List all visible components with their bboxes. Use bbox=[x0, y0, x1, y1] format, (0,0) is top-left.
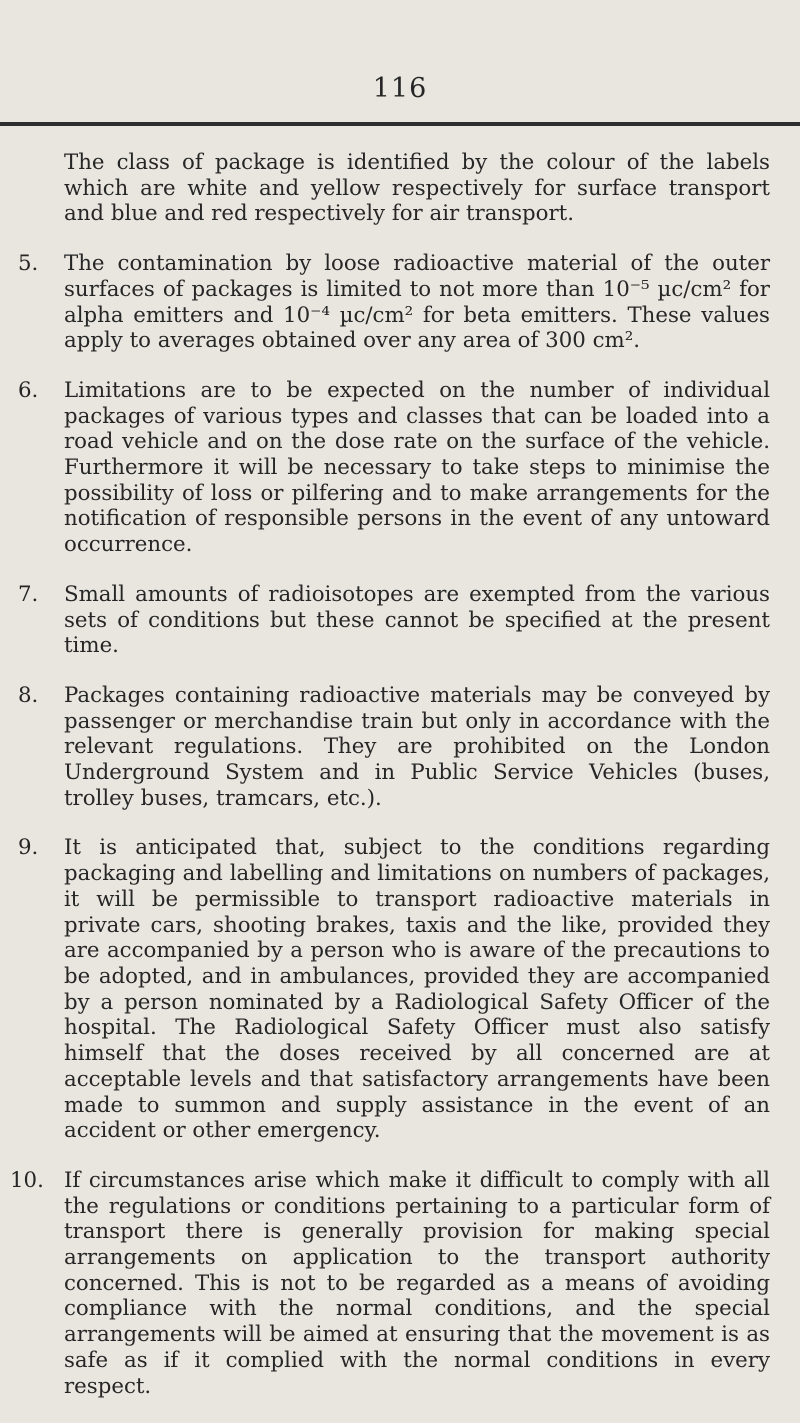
paragraph-10 bbox=[0, 1168, 800, 1399]
header-rule bbox=[0, 122, 800, 126]
paragraph-7 bbox=[0, 582, 800, 659]
paragraph-continuation bbox=[0, 150, 800, 227]
paragraph-8 bbox=[0, 683, 800, 812]
paragraph-6 bbox=[0, 378, 800, 558]
paragraph-number: 7. bbox=[18, 581, 39, 607]
paragraph-text: Packages containing radioactive materials may be conveyed by passenger or merchandise train but only in accordance with the relevant regulations. They are prohibited on the London Underground System and in Public Service Vehicles (buses, trolley buses, tramcars, etc.). bbox=[64, 682, 770, 811]
paragraph-5 bbox=[0, 251, 800, 354]
paragraph-number: 8. bbox=[18, 682, 39, 708]
paragraph-number: 6. bbox=[18, 377, 39, 403]
paragraph-text: Small amounts of radioisotopes are exempted from the various sets of conditions but these cannot be specified at the present time. bbox=[64, 581, 770, 659]
paragraph-text: The class of package is identified by the colour of the labels which are white and yellow respectively for surface transport and blue and red respectively for air transport. bbox=[64, 150, 770, 227]
paragraph-text: Limitations are to be expected on the number of individual packages of various types and classes that can be loaded into a road vehicle and on the dose rate on the surface of the vehicle. Furthermore it will be necessary to take steps to minimise the possibility of loss or pilfering and to make arrangements for the notification of responsible persons in the event of any untoward occurrence. bbox=[64, 377, 770, 558]
paragraph-number: 10. bbox=[10, 1167, 44, 1193]
paragraph-number: 9. bbox=[18, 835, 39, 861]
page-body bbox=[0, 150, 800, 1423]
paragraph-text: If circumstances arise which make it difficult to comply with all the regulations or conditions pertaining to a particular form of transport there is generally provision for making special arrangements on application to the transport authority concerned. This is not to be regarded as a means of avoiding compliance with the normal conditions, and the special arrangements will be aimed at ensuring that the movement is as safe as if it complied with the normal conditions in every respect. bbox=[64, 1167, 770, 1399]
paragraph-9 bbox=[0, 835, 800, 1143]
paragraph-text: It is anticipated that, subject to the conditions regarding packaging and labelling and limitations on numbers of packages, it will be permissible to transport radioactive materials in private cars, shooting brakes, taxis and the like, provided they are accompanied by a person who is aware of the precautions to be adopted, and in ambulances, provided they are accompanied by a person nominated by a Radiological Safety Officer of the hospital. The Radiological Safety Officer must also satisfy himself that the doses received by all concerned are at acceptable levels and that satisfactory arrangements have been made to summon and supply assistance in the event of an accident or other emergency. bbox=[64, 835, 770, 1144]
paragraph-text: The contamination by loose radioactive material of the outer surfaces of packages is limited to not more than 10⁻⁵ µc/cm² for alpha emitters and 10⁻⁴ µc/cm² for beta emitters. These values apply to averages obtained over any area of 300 cm². bbox=[64, 251, 770, 354]
paragraph-number: 5. bbox=[18, 251, 39, 277]
page-number: 116 bbox=[372, 73, 428, 104]
